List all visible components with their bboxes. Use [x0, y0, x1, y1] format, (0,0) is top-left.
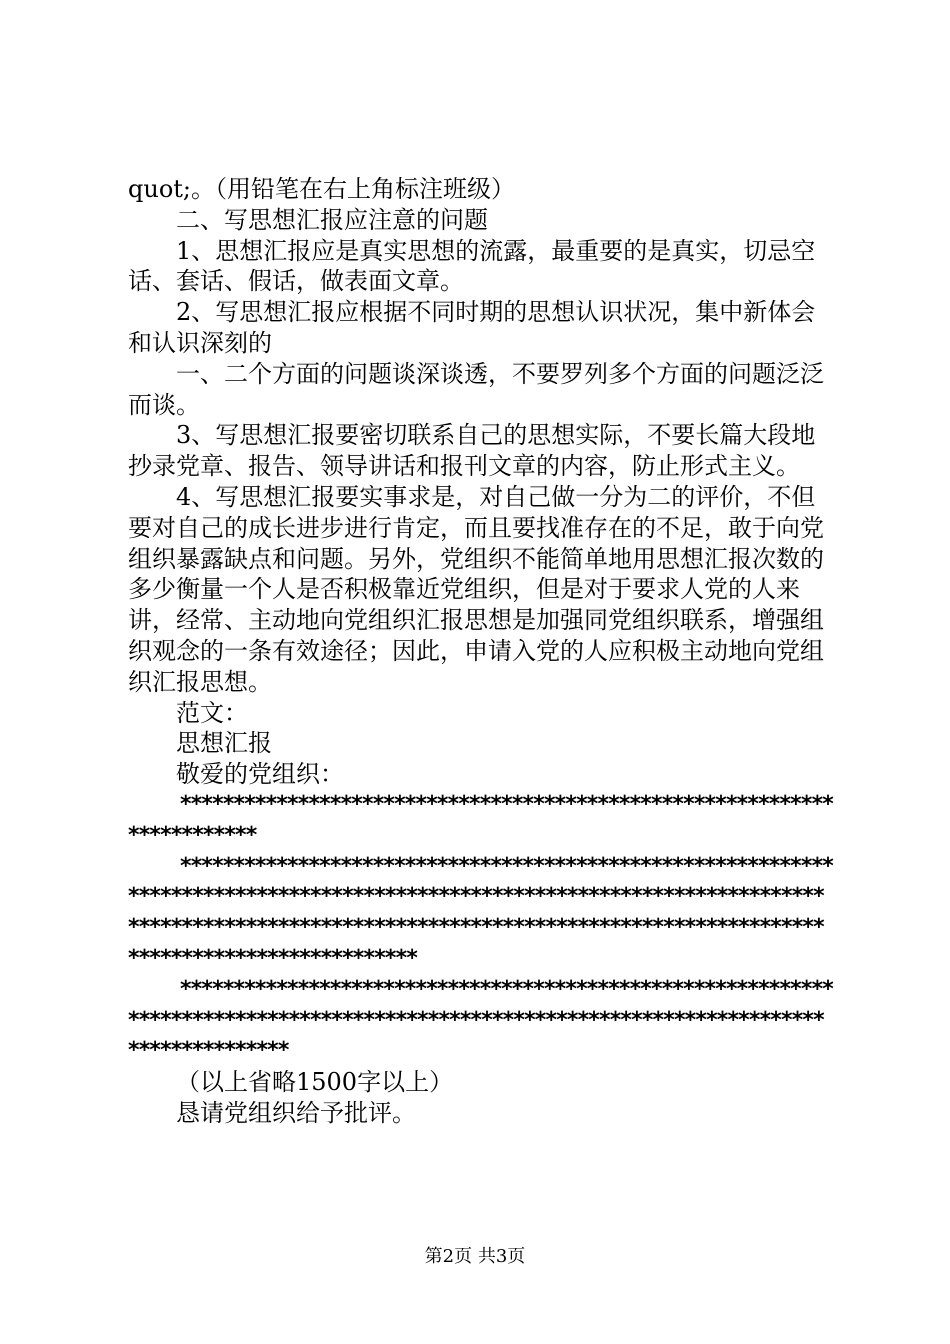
sample-label: 范文： [176, 698, 248, 727]
paragraph-item-2-continued: 一、二个方面的问题谈深谈透，不要罗列多个方面的问题泛泛而谈。 [128, 359, 824, 419]
masked-paragraph-2: ************************************************************************************************************************************************************************************************************************** [128, 853, 833, 971]
salutation: 敬爱的党组织： [176, 760, 344, 789]
closing-line: 恳请党组织给予批评。 [176, 1098, 416, 1127]
paragraph-fragment: quot;。（用铅笔在右上角标注班级） [128, 175, 515, 203]
document-body [128, 174, 834, 1129]
sample-title: 思想汇报 [176, 729, 272, 758]
paragraph-item-4: 4、写思想汇报要实事求是，对自己做一分为二的评价，不但要对自己的成长进步进行肯定，而且要找准存在的不足，敢于向党组织暴露缺点和问题。另外，党组织不能简单地用思想汇报次数的多少衡量一个人是否积极靠近党组织，但是对于要求人党的人来讲，经常、主动地向党组织汇报思想是加强同党组织联系，增强组织观念的一条有效途径；因此，申请入党的人应积极主动地向党组织汇报思想。 [128, 482, 824, 696]
paragraph-item-2: 2、写思想汇报应根据不同时期的思想认识状况，集中新体会和认识深刻的 [128, 298, 816, 357]
masked-paragraph-1: ************************************************************************* [128, 791, 833, 848]
section-heading: 二、写思想汇报应注意的问题 [176, 205, 488, 234]
paragraph-item-1: 1、思想汇报应是真实思想的流露，最重要的是真实，切忌空话、套话、假话，做表面文章。 [128, 236, 816, 296]
omission-note: （以上省略1500字以上） [176, 1068, 454, 1097]
paragraph-item-3: 3、写思想汇报要密切联系自己的思想实际，不要长篇大段地抄录党章、报告、领导讲话和报刊文章的内容，防止形式主义。 [128, 421, 816, 481]
page-footer: 第2页 共3页 [424, 1246, 526, 1267]
masked-paragraph-3: ********************************************************************************************************************************************* [128, 976, 833, 1064]
